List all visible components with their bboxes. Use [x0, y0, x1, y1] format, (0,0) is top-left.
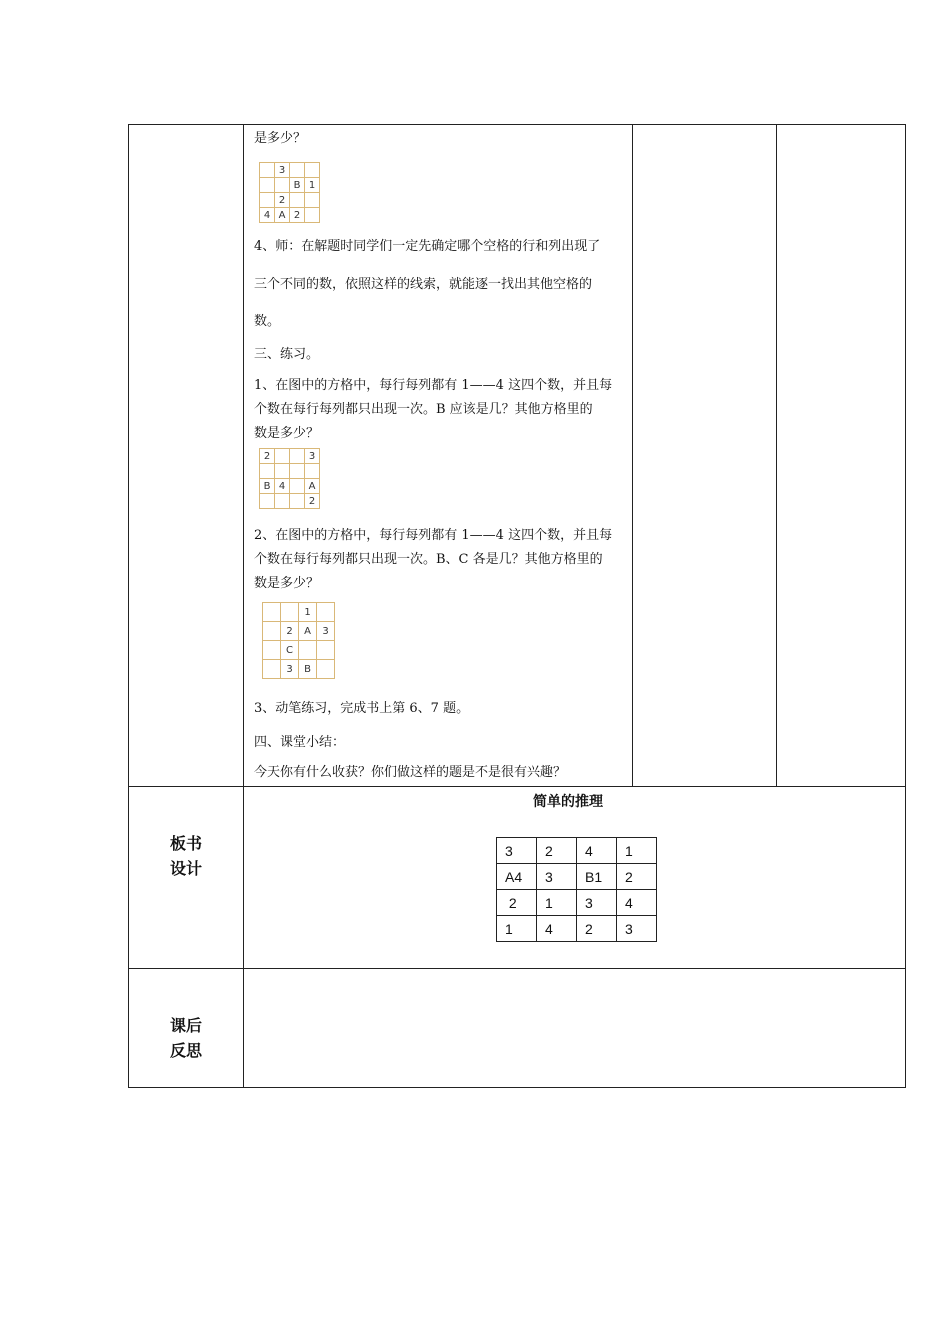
grid-2-cell — [260, 464, 275, 479]
puzzle-grid-2 — [259, 448, 320, 509]
grid-1-cell — [290, 193, 305, 208]
grid-2-cell — [275, 494, 290, 509]
grid-3-cell — [263, 641, 281, 660]
grid-1-cell: 2 — [275, 193, 290, 208]
board-table-row — [497, 890, 657, 916]
table-border-left — [128, 124, 129, 1088]
grid-1-cell: A — [275, 208, 290, 223]
grid-2-cell: 4 — [275, 479, 290, 494]
board-table-cell: 4 — [577, 838, 617, 864]
grid-1-cell — [290, 163, 305, 178]
grid-1-cell — [275, 178, 290, 193]
grid-1-cell: 4 — [260, 208, 275, 223]
grid-1-cell — [260, 163, 275, 178]
table-border-right — [905, 124, 906, 1088]
table-row-divider-2 — [128, 968, 906, 969]
table-col-divider-3 — [776, 124, 777, 786]
grid-2-cell — [290, 479, 305, 494]
lesson-text: 是多少？ — [254, 131, 307, 146]
grid-1-row — [260, 163, 320, 178]
board-table-cell: A4 — [497, 864, 537, 890]
grid-3-cell — [317, 603, 335, 622]
board-label-line-2: 设计 — [169, 859, 202, 878]
board-label-line-1: 板书 — [169, 834, 202, 853]
puzzle-grid-3 — [262, 602, 335, 679]
board-table-cell: 1 — [537, 890, 577, 916]
grid-1-cell: B — [290, 178, 305, 193]
grid-2-cell: A — [305, 479, 320, 494]
board-table-cell: 4 — [617, 890, 657, 916]
section-heading: 四、课堂小结： — [254, 735, 346, 750]
board-table-cell: 3 — [537, 864, 577, 890]
grid-2-cell — [290, 449, 305, 464]
lesson-text: 4、师：在解题时同学们一定先确定哪个空格的行和列出现了 — [254, 239, 601, 254]
board-table-body — [497, 838, 657, 942]
grid-3-body — [263, 603, 335, 679]
grid-2-cell — [275, 464, 290, 479]
board-table-row — [497, 864, 657, 890]
board-table-cell: 1 — [497, 916, 537, 942]
board-table-row — [497, 916, 657, 942]
board-table-cell: 3 — [577, 890, 617, 916]
board-table-cell: 1 — [617, 838, 657, 864]
grid-1-row — [260, 208, 320, 223]
grid-3-cell — [317, 641, 335, 660]
board-table-row — [497, 838, 657, 864]
reflection-label-line-1: 课后 — [169, 1016, 202, 1035]
summary-text: 今天你有什么收获？你们做这样的题是不是很有兴趣？ — [254, 765, 567, 780]
grid-2-cell — [260, 494, 275, 509]
table-border-bottom — [128, 1087, 906, 1088]
table-border-top — [128, 124, 906, 125]
grid-1-cell — [305, 208, 320, 223]
grid-3-cell: B — [299, 660, 317, 679]
lesson-text: 三个不同的数，依照这样的线索，就能逐一找出其他空格的 — [254, 277, 593, 292]
section-heading: 三、练习。 — [254, 347, 320, 362]
grid-2-cell — [290, 494, 305, 509]
board-table-cell: 3 — [497, 838, 537, 864]
grid-3-cell — [263, 603, 281, 622]
grid-1-cell — [305, 193, 320, 208]
table-row-divider-1 — [128, 786, 906, 787]
grid-1-cell — [260, 193, 275, 208]
grid-3-cell: 2 — [281, 622, 299, 641]
grid-1-cell — [305, 163, 320, 178]
board-table-cell: 2 — [537, 838, 577, 864]
exercise-text: 1、在图中的方格中，每行每列都有 1——4 这四个数，并且每 — [254, 378, 613, 393]
grid-1-row — [260, 193, 320, 208]
grid-2-cell — [290, 464, 305, 479]
grid-3-cell — [263, 622, 281, 641]
grid-2-cell: 2 — [260, 449, 275, 464]
exercise-text: 数是多少？ — [254, 576, 320, 591]
grid-1-row — [260, 178, 320, 193]
grid-2-cell: 2 — [305, 494, 320, 509]
grid-2-row — [260, 464, 320, 479]
board-table-cell: 2 — [617, 864, 657, 890]
grid-1-body — [260, 163, 320, 223]
grid-2-cell: 3 — [305, 449, 320, 464]
grid-3-cell — [299, 641, 317, 660]
grid-3-cell: 3 — [281, 660, 299, 679]
board-table-cell: 4 — [537, 916, 577, 942]
exercise-text: 数是多少？ — [254, 426, 320, 441]
grid-3-cell: 3 — [317, 622, 335, 641]
grid-3-row — [263, 622, 335, 641]
exercise-text: 2、在图中的方格中，每行每列都有 1——4 这四个数，并且每 — [254, 528, 613, 543]
grid-3-row — [263, 660, 335, 679]
grid-2-cell — [305, 464, 320, 479]
exercise-text: 个数在每行每列都只出现一次。B 应该是几？其他方格里的 — [254, 402, 593, 417]
grid-2-row — [260, 479, 320, 494]
exercise-text: 3、动笔练习，完成书上第 6、7 题。 — [254, 701, 470, 716]
grid-3-cell: C — [281, 641, 299, 660]
grid-2-cell: B — [260, 479, 275, 494]
grid-2-row — [260, 494, 320, 509]
board-table — [496, 837, 657, 942]
grid-3-row — [263, 641, 335, 660]
puzzle-grid-1 — [259, 162, 320, 223]
grid-1-cell: 3 — [275, 163, 290, 178]
grid-3-cell — [263, 660, 281, 679]
board-table-cell: 2 — [497, 890, 537, 916]
grid-1-cell: 2 — [290, 208, 305, 223]
grid-3-cell: A — [299, 622, 317, 641]
grid-2-cell — [275, 449, 290, 464]
table-col-divider-2 — [632, 124, 633, 786]
grid-1-cell: 1 — [305, 178, 320, 193]
grid-3-row — [263, 603, 335, 622]
exercise-text: 个数在每行每列都只出现一次。B、C 各是几？其他方格里的 — [254, 552, 603, 567]
grid-3-cell: 1 — [299, 603, 317, 622]
table-col-divider-1 — [243, 124, 244, 1088]
board-title: 简单的推理 — [533, 794, 603, 810]
board-table-cell: 2 — [577, 916, 617, 942]
grid-1-cell — [260, 178, 275, 193]
board-table-cell: B1 — [577, 864, 617, 890]
grid-2-row — [260, 449, 320, 464]
grid-3-cell — [281, 603, 299, 622]
lesson-text: 数。 — [254, 314, 281, 329]
reflection-label-line-2: 反思 — [169, 1041, 202, 1060]
grid-3-cell — [317, 660, 335, 679]
board-table-cell: 3 — [617, 916, 657, 942]
grid-2-body — [260, 449, 320, 509]
